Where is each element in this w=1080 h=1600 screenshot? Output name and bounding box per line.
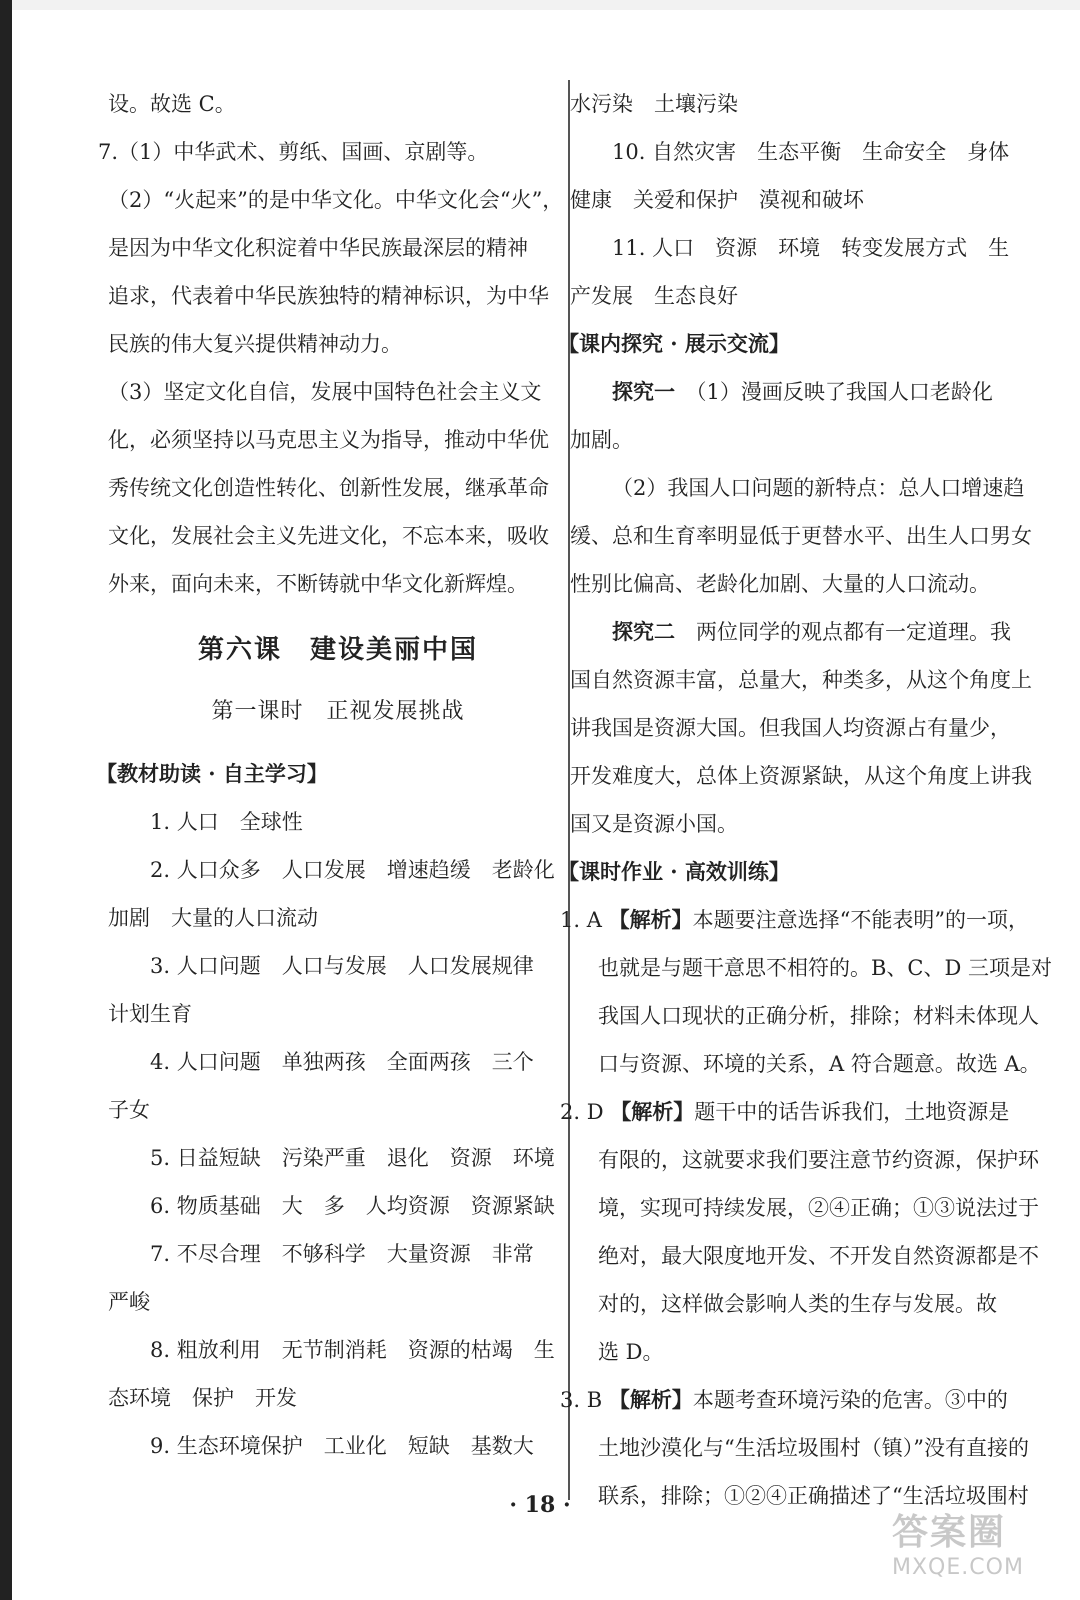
section-heading-homework: 【课时作业 · 高效训练】 xyxy=(558,859,790,884)
text-line: 开发难度大，总体上资源紧缺，从这个角度上讲我 xyxy=(570,764,1032,788)
watermark-logo: 答案圈 xyxy=(892,1512,1007,1553)
text-line: 讲我国是资源大国。但我国人均资源占有量少， xyxy=(570,716,1011,740)
answer-8: 8. 粗放利用 无节制消耗 资源的枯竭 生 xyxy=(150,1338,555,1362)
answer-3: 3. 人口问题 人口与发展 人口发展规律 xyxy=(150,954,534,978)
text-line: 对的，这样做会影响人类的生存与发展。故 xyxy=(598,1292,997,1316)
section-heading-explore: 【课内探究 · 展示交流】 xyxy=(558,331,790,356)
text-line: 本题要注意选择“不能表明”的一项， xyxy=(692,908,1030,932)
text-line: 题干中的话告诉我们，土地资源是 xyxy=(694,1100,1010,1124)
answer-2: 2. 人口众多 人口发展 增速趋缓 老龄化 xyxy=(150,858,555,882)
watermark xyxy=(892,1504,1052,1580)
answer-4: 4. 人口问题 单独两孩 全面两孩 三个 xyxy=(150,1050,534,1074)
text-line: 绝对，最大限度地开发、不开发自然资源都是不 xyxy=(598,1244,1039,1268)
answer-10: 10. 自然灾害 生态平衡 生命安全 身体 xyxy=(612,140,1010,164)
text-line: 境，实现可持续发展，②④正确；①③说法过于 xyxy=(598,1196,1039,1220)
text-line: 国自然资源丰富，总量大，种类多，从这个角度上 xyxy=(570,668,1032,692)
lesson-title: 第六课 建设美丽中国 xyxy=(197,635,478,665)
question-7-part-3: （3）坚定文化自信，发展中国特色社会主义文 xyxy=(108,380,542,404)
section-heading-self-study: 【教材助读 · 自主学习】 xyxy=(96,761,328,786)
text-line: 加剧 大量的人口流动 xyxy=(108,906,318,930)
exercise-1-answer: 1. A xyxy=(560,908,602,932)
text-line: 子女 xyxy=(108,1098,150,1122)
text-line: 化，必须坚持以马克思主义为指导，推动中华优 xyxy=(108,428,549,452)
right-column xyxy=(558,80,1053,1520)
text-line: 设。故选 C。 xyxy=(108,92,236,116)
text-line: 民族的伟大复兴提供精神动力。 xyxy=(108,332,402,356)
text-line: 是因为中华文化积淀着中华民族最深层的精神 xyxy=(108,236,528,260)
text-line: 外来，面向未来，不断铸就中华文化新辉煌。 xyxy=(108,572,528,596)
text-line: 严峻 xyxy=(108,1290,150,1314)
text-line: 水污染 土壤污染 xyxy=(570,92,738,116)
text-line: 缓、总和生育率明显低于更替水平、出生人口男女 xyxy=(570,524,1032,548)
text-line: 文化，发展社会主义先进文化，不忘本来，吸收 xyxy=(108,524,549,548)
answer-9: 9. 生态环境保护 工业化 短缺 基数大 xyxy=(150,1434,534,1458)
text-line: 本题考查环境污染的危害。③中的 xyxy=(692,1388,1008,1412)
analysis-label: 【解析】 xyxy=(608,907,693,932)
text-line: 加剧。 xyxy=(570,428,633,452)
text-line: 产发展 生态良好 xyxy=(570,284,738,308)
text-line: 态环境 保护 开发 xyxy=(108,1386,297,1410)
exercise-2-answer: 2. D xyxy=(560,1100,604,1124)
answer-1: 1. 人口 全球性 xyxy=(150,810,303,834)
text-line: （1）漫画反映了我国人口老龄化 xyxy=(696,380,993,404)
text-line: 计划生育 xyxy=(108,1002,192,1026)
text-line: 健康 关爱和保护 漠视和破坏 xyxy=(570,188,864,212)
text-line: 秀传统文化创造性转化、创新性发展，继承革命 xyxy=(108,476,549,500)
answer-11: 11. 人口 资源 环境 转变发展方式 生 xyxy=(612,236,1010,260)
question-7-part-1: 7.（1）中华武术、剪纸、国画、京剧等。 xyxy=(98,140,489,164)
text-line: 选 D。 xyxy=(598,1340,664,1364)
page-number: · 18 · xyxy=(509,1492,571,1518)
text-line: 土地沙漠化与“生活垃圾围村（镇）”没有直接的 xyxy=(598,1436,1029,1460)
question-7-part-2: （2）“火起来”的是中华文化。中华文化会“火”， xyxy=(108,188,564,212)
exercise-3-answer: 3. B xyxy=(560,1388,603,1412)
answer-6: 6. 物质基础 大 多 人均资源 资源紧缺 xyxy=(150,1194,555,1218)
text-line: 有限的，这就要求我们要注意节约资源，保护环 xyxy=(598,1148,1039,1172)
text-line: 也就是与题干意思不相符的。B、C、D 三项是对 xyxy=(598,956,1053,980)
analysis-label: 【解析】 xyxy=(610,1099,695,1124)
explore-1-label: 探究一 xyxy=(612,379,675,404)
text-line: 我国人口现状的正确分析，排除；材料未体现人 xyxy=(598,1004,1039,1028)
answer-7: 7. 不尽合理 不够科学 大量资源 非常 xyxy=(150,1242,534,1266)
explore-2-label: 探究二 xyxy=(612,619,675,644)
text-line: 追求，代表着中华民族独特的精神标识，为中华 xyxy=(108,284,549,308)
left-column xyxy=(96,80,568,1470)
text-line: （2）我国人口问题的新特点：总人口增速趋 xyxy=(612,476,1025,500)
page-top-edge xyxy=(0,0,1080,10)
text-line: 国又是资源小国。 xyxy=(570,812,738,836)
text-line: 联系，排除；①②④正确描述了“生活垃圾围村 xyxy=(598,1484,1029,1508)
answer-5: 5. 日益短缺 污染严重 退化 资源 环境 xyxy=(150,1146,555,1170)
lesson-subtitle: 第一课时 正视发展挑战 xyxy=(211,699,465,724)
page-left-edge xyxy=(0,0,12,1600)
text-line: 性别比偏高、老龄化加剧、大量的人口流动。 xyxy=(570,572,990,596)
text-line: 两位同学的观点都有一定道理。我 xyxy=(696,620,1011,644)
watermark-url: MXQE.COM xyxy=(892,1555,1024,1580)
text-line: 口与资源、环境的关系，A 符合题意。故选 A。 xyxy=(598,1052,1041,1076)
analysis-label: 【解析】 xyxy=(608,1387,693,1412)
